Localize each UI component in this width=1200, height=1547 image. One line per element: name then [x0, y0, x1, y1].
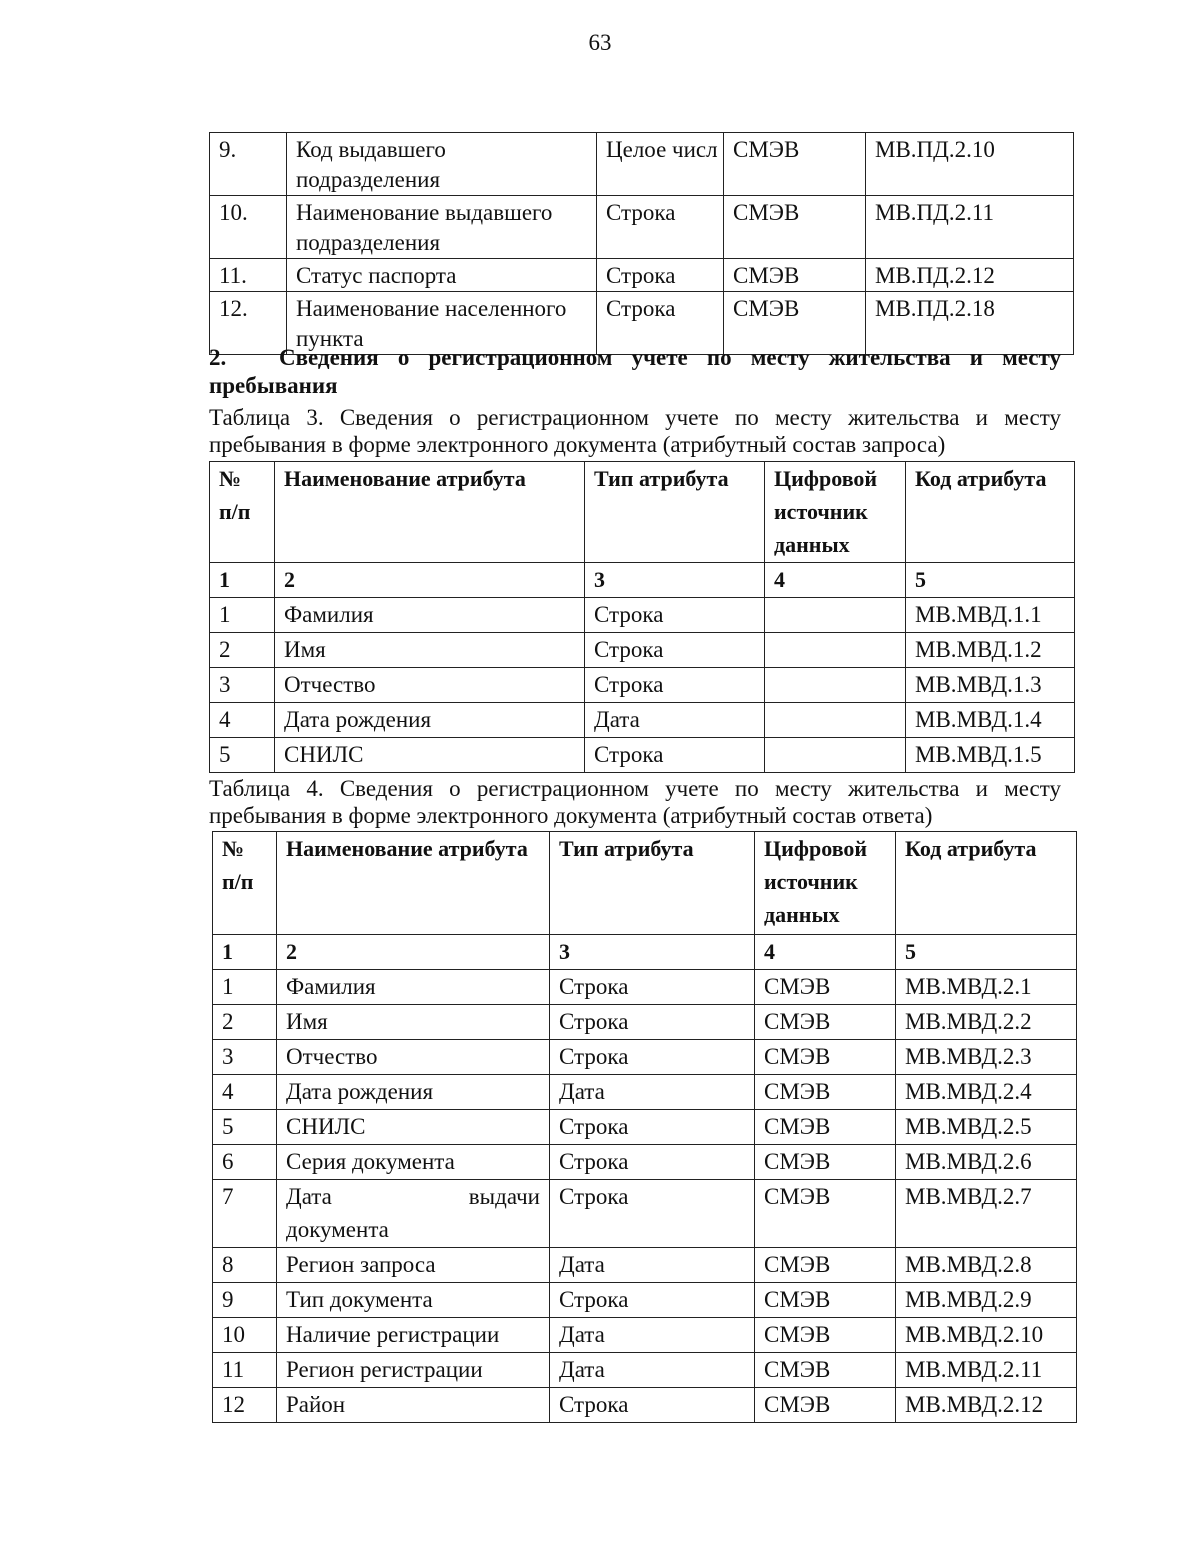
- column-header: № п/п: [213, 832, 277, 935]
- cell-attribute-code: МВ.ПД.2.12: [866, 259, 1074, 292]
- table-row: [213, 1353, 1077, 1388]
- cell-attribute-code: МВ.МВД.1.2: [906, 633, 1075, 668]
- cell-data-source: [765, 738, 906, 773]
- cell-attribute-code: МВ.МВД.2.10: [896, 1318, 1077, 1353]
- table-row: [210, 703, 1075, 738]
- cell-data-source: СМЭВ: [724, 259, 866, 292]
- table-row: [213, 1180, 1077, 1248]
- column-header: № п/п: [210, 462, 275, 563]
- table-row: [213, 1388, 1077, 1423]
- cell-attribute-code: МВ.МВД.2.7: [896, 1180, 1077, 1248]
- column-header: Цифровой источник данных: [765, 462, 906, 563]
- cell-attribute-name: Дата выдачи документа: [277, 1180, 550, 1248]
- table-row: [210, 196, 1074, 259]
- table-row: [210, 633, 1075, 668]
- continued-table: [209, 132, 1074, 355]
- cell-number: 1: [213, 970, 277, 1005]
- table-row: [210, 259, 1074, 292]
- cell-attribute-name: Отчество: [277, 1040, 550, 1075]
- cell-data-source: СМЭВ: [755, 970, 896, 1005]
- cell-data-source: СМЭВ: [755, 1145, 896, 1180]
- cell-attribute-code: МВ.МВД.2.12: [896, 1388, 1077, 1423]
- cell-attribute-type: Строка: [550, 1388, 755, 1423]
- cell-attribute-type: Строка: [585, 738, 765, 773]
- cell-attribute-name: Серия документа: [277, 1145, 550, 1180]
- cell-data-source: СМЭВ: [755, 1283, 896, 1318]
- table-row: [210, 133, 1074, 196]
- section-title: Сведения о регистрационном учете по месту жительства и месту пребывания: [209, 345, 1061, 398]
- column-number: 4: [765, 563, 906, 598]
- cell-attribute-name: Статус паспорта: [287, 259, 597, 292]
- column-number: 4: [755, 935, 896, 970]
- cell-data-source: СМЭВ: [724, 196, 866, 259]
- table-row: [213, 1005, 1077, 1040]
- cell-attribute-code: МВ.МВД.1.4: [906, 703, 1075, 738]
- cell-attribute-type: Строка: [597, 292, 724, 355]
- cell-attribute-name: Наличие регистрации: [277, 1318, 550, 1353]
- cell-number: 12: [213, 1388, 277, 1423]
- cell-attribute-type: Дата: [585, 703, 765, 738]
- cell-attribute-name: Дата рождения: [277, 1075, 550, 1110]
- cell-data-source: СМЭВ: [755, 1318, 896, 1353]
- table-row: [213, 970, 1077, 1005]
- cell-data-source: СМЭВ: [755, 1075, 896, 1110]
- cell-number: 11.: [210, 259, 287, 292]
- cell-attribute-type: Строка: [550, 1145, 755, 1180]
- cell-number: 7: [213, 1180, 277, 1248]
- cell-attribute-type: Строка: [550, 970, 755, 1005]
- cell-attribute-code: МВ.МВД.2.1: [896, 970, 1077, 1005]
- cell-attribute-name: Фамилия: [275, 598, 585, 633]
- table-row: [210, 598, 1075, 633]
- table-row: [213, 1318, 1077, 1353]
- cell-attribute-type: Дата: [550, 1075, 755, 1110]
- cell-number: 8: [213, 1248, 277, 1283]
- cell-attribute-code: МВ.ПД.2.18: [866, 292, 1074, 355]
- cell-data-source: СМЭВ: [724, 133, 866, 196]
- column-number: 3: [585, 563, 765, 598]
- cell-data-source: СМЭВ: [755, 1353, 896, 1388]
- table-row: [213, 1075, 1077, 1110]
- cell-attribute-code: МВ.МВД.2.3: [896, 1040, 1077, 1075]
- cell-attribute-code: МВ.МВД.1.5: [906, 738, 1075, 773]
- cell-attribute-type: Строка: [585, 598, 765, 633]
- table-row: [213, 1283, 1077, 1318]
- cell-number: 9: [213, 1283, 277, 1318]
- cell-attribute-code: МВ.МВД.1.3: [906, 668, 1075, 703]
- table-header-row: [213, 832, 1077, 935]
- cell-attribute-name: Дата рождения: [275, 703, 585, 738]
- table-row: [213, 1248, 1077, 1283]
- cell-attribute-type: Строка: [585, 633, 765, 668]
- column-number-row: [210, 563, 1075, 598]
- cell-data-source: СМЭВ: [724, 292, 866, 355]
- cell-attribute-type: Строка: [550, 1005, 755, 1040]
- cell-number: 5: [213, 1110, 277, 1145]
- column-header: Код атрибута: [906, 462, 1075, 563]
- cell-attribute-name: Регион регистрации: [277, 1353, 550, 1388]
- column-number: 2: [277, 935, 550, 970]
- cell-attribute-type: Строка: [550, 1040, 755, 1075]
- cell-attribute-name: Код выдавшего подразделения: [287, 133, 597, 196]
- cell-data-source: СМЭВ: [755, 1110, 896, 1145]
- cell-data-source: [765, 633, 906, 668]
- cell-attribute-type: Строка: [597, 196, 724, 259]
- cell-number: 3: [213, 1040, 277, 1075]
- column-number: 3: [550, 935, 755, 970]
- column-header: Наименование атрибута: [277, 832, 550, 935]
- table4-caption: Таблица 4. Сведения о регистрационном учете по месту жительства и месту пребывания в форме электронного документа (атрибутный состав ответа): [209, 776, 1061, 828]
- cell-attribute-code: МВ.МВД.2.11: [896, 1353, 1077, 1388]
- cell-number: 10.: [210, 196, 287, 259]
- cell-number: 2: [210, 633, 275, 668]
- cell-number: 1: [210, 598, 275, 633]
- column-number: 5: [896, 935, 1077, 970]
- cell-data-source: [765, 668, 906, 703]
- cell-attribute-type: Дата: [550, 1318, 755, 1353]
- table-header-row: [210, 462, 1075, 563]
- cell-attribute-name: Имя: [277, 1005, 550, 1040]
- table-row: [213, 1145, 1077, 1180]
- table-row: [213, 1110, 1077, 1145]
- page-number: 63: [588, 30, 612, 55]
- cell-number: 10: [213, 1318, 277, 1353]
- column-header: Тип атрибута: [550, 832, 755, 935]
- column-number: 5: [906, 563, 1075, 598]
- cell-data-source: СМЭВ: [755, 1180, 896, 1248]
- column-number: 1: [210, 563, 275, 598]
- cell-attribute-name: Имя: [275, 633, 585, 668]
- cell-attribute-name: Наименование населенного пункта: [287, 292, 597, 355]
- section-heading: [209, 344, 1061, 400]
- section-number: 2.: [209, 345, 227, 370]
- cell-attribute-name: СНИЛС: [275, 738, 585, 773]
- column-number-row: [213, 935, 1077, 970]
- cell-attribute-code: МВ.МВД.2.9: [896, 1283, 1077, 1318]
- cell-attribute-code: МВ.МВД.1.1: [906, 598, 1075, 633]
- table3: [209, 461, 1075, 773]
- cell-attribute-name: СНИЛС: [277, 1110, 550, 1145]
- cell-number: 11: [213, 1353, 277, 1388]
- cell-attribute-name: Район: [277, 1388, 550, 1423]
- column-header: Цифровой источник данных: [755, 832, 896, 935]
- cell-attribute-name: Фамилия: [277, 970, 550, 1005]
- cell-number: 3: [210, 668, 275, 703]
- cell-number: 4: [210, 703, 275, 738]
- cell-attribute-name: Отчество: [275, 668, 585, 703]
- cell-attribute-code: МВ.МВД.2.2: [896, 1005, 1077, 1040]
- cell-number: 9.: [210, 133, 287, 196]
- cell-data-source: [765, 598, 906, 633]
- cell-number: 12.: [210, 292, 287, 355]
- column-header: Код атрибута: [896, 832, 1077, 935]
- column-number: 2: [275, 563, 585, 598]
- cell-attribute-type: Целое числ: [597, 133, 724, 196]
- cell-attribute-code: МВ.МВД.2.5: [896, 1110, 1077, 1145]
- table-row: [213, 1040, 1077, 1075]
- table4: [212, 831, 1077, 1423]
- cell-attribute-type: Строка: [550, 1283, 755, 1318]
- cell-attribute-type: Дата: [550, 1353, 755, 1388]
- cell-attribute-type: Дата: [550, 1248, 755, 1283]
- cell-number: 4: [213, 1075, 277, 1110]
- cell-attribute-type: Строка: [550, 1110, 755, 1145]
- cell-data-source: СМЭВ: [755, 1005, 896, 1040]
- table-row: [210, 738, 1075, 773]
- cell-data-source: СМЭВ: [755, 1040, 896, 1075]
- cell-attribute-name: Тип документа: [277, 1283, 550, 1318]
- cell-attribute-code: МВ.МВД.2.4: [896, 1075, 1077, 1110]
- column-number: 1: [213, 935, 277, 970]
- cell-attribute-name: Регион запроса: [277, 1248, 550, 1283]
- cell-attribute-name: Наименование выдавшего подразделения: [287, 196, 597, 259]
- cell-attribute-type: Строка: [585, 668, 765, 703]
- cell-attribute-type: Строка: [597, 259, 724, 292]
- cell-attribute-code: МВ.ПД.2.11: [866, 196, 1074, 259]
- cell-number: 5: [210, 738, 275, 773]
- table-row: [210, 668, 1075, 703]
- table3-caption: Таблица 3. Сведения о регистрационном учете по месту жительства и месту пребывания в форме электронного документа (атрибутный состав запроса): [209, 405, 1061, 457]
- cell-number: 2: [213, 1005, 277, 1040]
- cell-data-source: СМЭВ: [755, 1248, 896, 1283]
- cell-attribute-code: МВ.ПД.2.10: [866, 133, 1074, 196]
- column-header: Наименование атрибута: [275, 462, 585, 563]
- cell-attribute-code: МВ.МВД.2.8: [896, 1248, 1077, 1283]
- cell-data-source: [765, 703, 906, 738]
- cell-attribute-type: Строка: [550, 1180, 755, 1248]
- column-header: Тип атрибута: [585, 462, 765, 563]
- cell-data-source: СМЭВ: [755, 1388, 896, 1423]
- cell-attribute-code: МВ.МВД.2.6: [896, 1145, 1077, 1180]
- cell-number: 6: [213, 1145, 277, 1180]
